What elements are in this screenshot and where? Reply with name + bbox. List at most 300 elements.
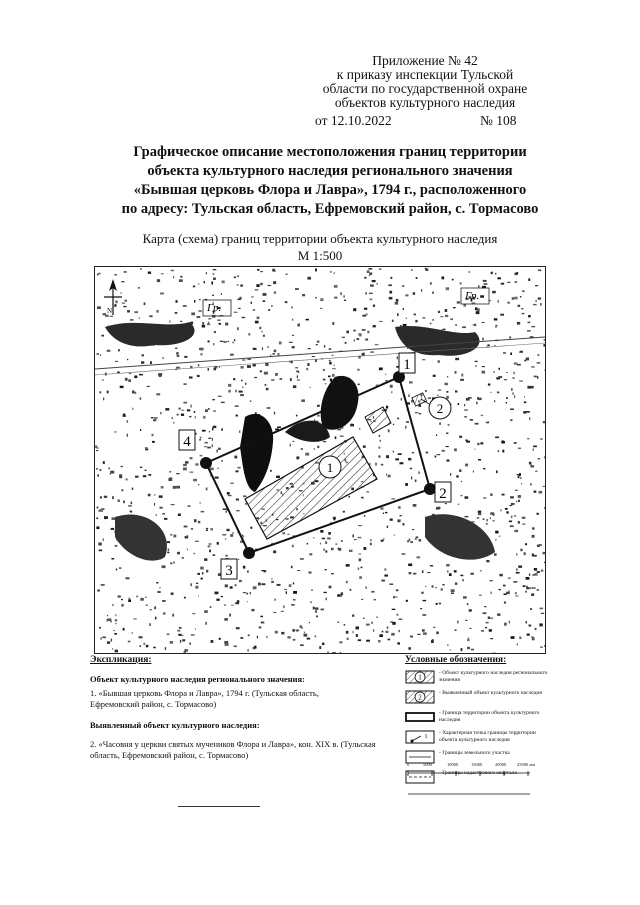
photo-speckle	[263, 335, 265, 337]
photo-speckle	[510, 496, 514, 498]
photo-speckle	[370, 285, 374, 287]
photo-speckle	[259, 626, 262, 628]
photo-speckle	[96, 526, 99, 529]
photo-speckle	[156, 310, 158, 313]
photo-speckle	[213, 411, 216, 412]
photo-speckle	[184, 597, 186, 599]
photo-speckle	[237, 327, 238, 330]
photo-speckle	[531, 636, 534, 637]
photo-speckle	[361, 567, 363, 569]
photo-speckle	[200, 353, 202, 355]
photo-speckle	[346, 564, 350, 567]
photo-speckle	[382, 631, 384, 633]
photo-speckle	[467, 603, 469, 605]
photo-speckle	[358, 568, 360, 570]
photo-speckle	[319, 646, 321, 649]
photo-speckle	[401, 398, 402, 401]
point-3-label: 3	[225, 563, 233, 579]
photo-speckle	[140, 645, 142, 647]
photo-speckle	[317, 446, 319, 448]
photo-speckle	[478, 398, 482, 401]
photo-speckle	[495, 325, 497, 327]
photo-speckle	[240, 394, 244, 396]
photo-speckle	[518, 500, 520, 502]
photo-speckle	[385, 374, 386, 375]
photo-speckle	[317, 341, 320, 343]
photo-speckle	[441, 588, 443, 591]
photo-speckle	[217, 542, 219, 545]
photo-speckle	[488, 617, 490, 619]
scale-tick-0: 0	[407, 762, 410, 767]
photo-speckle	[326, 550, 328, 552]
photo-speckle	[169, 471, 171, 472]
photo-speckle	[369, 273, 372, 275]
photo-speckle	[118, 595, 121, 597]
photo-speckle	[341, 540, 343, 542]
photo-speckle	[525, 543, 527, 545]
photo-speckle	[113, 630, 115, 631]
photo-speckle	[239, 580, 242, 582]
photo-speckle	[534, 376, 537, 378]
photo-speckle	[490, 512, 494, 515]
photo-speckle	[520, 296, 522, 297]
photo-speckle	[208, 341, 210, 343]
photo-speckle	[396, 589, 399, 591]
photo-speckle	[126, 577, 130, 579]
photo-speckle	[263, 300, 265, 302]
photo-speckle	[450, 318, 453, 320]
photo-speckle	[526, 577, 530, 580]
photo-speckle	[537, 589, 539, 591]
photo-speckle	[474, 324, 476, 327]
photo-speckle	[146, 605, 148, 607]
photo-speckle	[124, 271, 127, 272]
photo-speckle	[440, 316, 443, 317]
photo-speckle	[504, 602, 506, 604]
svg-text:1: 1	[418, 673, 422, 682]
photo-speckle	[235, 602, 239, 604]
photo-speckle	[132, 408, 133, 410]
photo-speckle	[494, 553, 497, 556]
photo-speckle	[235, 406, 239, 407]
photo-speckle	[334, 272, 335, 274]
photo-speckle	[524, 552, 526, 555]
photo-speckle	[154, 494, 156, 495]
photo-speckle	[391, 633, 395, 636]
photo-speckle	[205, 622, 207, 625]
photo-speckle	[487, 519, 488, 522]
photo-speckle	[169, 320, 170, 322]
photo-speckle	[459, 436, 462, 438]
photo-speckle	[184, 356, 187, 358]
photo-speckle	[239, 430, 240, 433]
photo-speckle	[446, 446, 449, 447]
photo-speckle	[390, 519, 393, 521]
photo-speckle	[535, 628, 537, 630]
photo-speckle	[393, 451, 394, 453]
photo-speckle	[335, 436, 337, 439]
explication-regional-heading: Объект культурного наследия регионального значения:	[90, 674, 305, 684]
photo-speckle	[213, 343, 214, 345]
photo-speckle	[132, 488, 133, 490]
photo-speckle	[529, 574, 530, 576]
photo-speckle	[332, 368, 335, 369]
photo-speckle	[172, 614, 174, 617]
photo-speckle	[493, 371, 494, 373]
photo-speckle	[311, 590, 313, 591]
object-1-number: 1	[326, 460, 334, 475]
photo-speckle	[406, 600, 408, 602]
photo-speckle	[508, 591, 510, 592]
photo-speckle	[531, 465, 534, 467]
photo-speckle	[180, 640, 181, 643]
photo-speckle	[497, 277, 501, 279]
photo-speckle	[121, 281, 124, 282]
photo-speckle	[522, 290, 525, 292]
photo-speckle	[162, 600, 166, 602]
photo-speckle	[103, 397, 104, 400]
photo-speckle	[130, 319, 133, 321]
photo-speckle	[539, 623, 542, 626]
photo-speckle	[97, 474, 99, 476]
photo-speckle	[191, 583, 192, 586]
photo-speckle	[257, 636, 258, 639]
photo-speckle	[305, 453, 309, 456]
photo-speckle	[200, 455, 203, 457]
photo-speckle	[204, 558, 207, 561]
photo-speckle	[544, 562, 545, 563]
photo-speckle	[295, 367, 298, 368]
photo-speckle	[313, 537, 314, 538]
photo-speckle	[321, 609, 325, 611]
photo-speckle	[527, 386, 531, 389]
photo-speckle	[533, 304, 537, 305]
photo-speckle	[275, 373, 278, 376]
photo-speckle	[528, 278, 530, 281]
photo-speckle	[514, 515, 516, 517]
photo-speckle	[302, 294, 305, 296]
photo-speckle	[376, 283, 378, 284]
photo-speckle	[170, 534, 172, 536]
title-line-3: «Бывшая церковь Флора и Лавра», 1794 г., расположенного	[133, 182, 527, 198]
photo-speckle	[370, 351, 374, 353]
photo-speckle	[132, 632, 133, 633]
photo-speckle	[350, 424, 354, 427]
photo-speckle	[154, 606, 156, 609]
photo-speckle	[287, 636, 290, 639]
photo-speckle	[389, 291, 392, 294]
photo-speckle	[422, 317, 425, 318]
photo-speckle	[248, 333, 250, 335]
photo-speckle	[208, 408, 210, 410]
photo-speckle	[503, 352, 506, 354]
photo-speckle	[515, 592, 517, 594]
document-title	[60, 143, 600, 219]
photo-speckle	[195, 629, 196, 630]
photo-speckle	[195, 541, 199, 542]
photo-speckle	[276, 476, 280, 478]
photo-speckle	[234, 456, 237, 459]
photo-speckle	[271, 579, 272, 580]
photo-speckle	[239, 391, 243, 393]
photo-speckle	[469, 609, 472, 612]
photo-speckle	[274, 350, 277, 353]
photo-speckle	[405, 294, 408, 296]
photo-speckle	[231, 354, 234, 356]
photo-speckle	[194, 553, 196, 554]
photo-speckle	[353, 330, 356, 332]
photo-speckle	[154, 503, 155, 506]
photo-speckle	[412, 452, 414, 453]
photo-speckle	[490, 493, 493, 496]
scale-tick-25000: 25000 мм	[517, 762, 536, 767]
photo-speckle	[163, 612, 166, 614]
photo-speckle	[179, 627, 182, 629]
photo-speckle	[253, 348, 257, 350]
photo-speckle	[111, 528, 114, 530]
photo-speckle	[102, 380, 104, 381]
photo-speckle	[400, 462, 404, 464]
photo-speckle	[266, 636, 267, 638]
photo-speckle	[362, 353, 365, 355]
photo-speckle	[159, 495, 163, 498]
photo-speckle	[177, 486, 180, 489]
photo-speckle	[208, 368, 210, 370]
photo-speckle	[509, 621, 510, 624]
photo-speckle	[238, 559, 239, 560]
photo-speckle	[375, 344, 379, 345]
photo-speckle	[143, 643, 145, 645]
photo-speckle	[222, 460, 223, 462]
photo-speckle	[213, 273, 215, 274]
photo-speckle	[115, 614, 116, 616]
photo-speckle	[118, 349, 120, 351]
photo-speckle	[245, 503, 247, 505]
legend-text-boundary: - Граница территории объекта культурного наследия	[439, 710, 540, 723]
photo-speckle	[381, 540, 383, 542]
photo-speckle	[194, 300, 195, 303]
photo-speckle	[127, 310, 130, 312]
photo-speckle	[534, 568, 537, 571]
photo-speckle	[191, 528, 193, 530]
photo-speckle	[123, 628, 125, 631]
photo-speckle	[255, 321, 259, 324]
photo-speckle	[388, 639, 391, 641]
photo-speckle	[266, 388, 269, 391]
photo-speckle	[304, 632, 305, 634]
photo-speckle	[438, 390, 441, 391]
photo-speckle	[515, 595, 518, 596]
photo-speckle	[225, 511, 227, 513]
photo-speckle	[150, 609, 152, 610]
photo-speckle	[242, 359, 246, 360]
photo-speckle	[194, 519, 197, 522]
photo-speckle	[388, 284, 392, 286]
photo-speckle	[487, 344, 489, 346]
photo-speckle	[235, 584, 237, 586]
photo-speckle	[142, 354, 145, 356]
photo-speckle	[101, 584, 105, 586]
photo-speckle	[290, 378, 292, 381]
photo-speckle	[200, 437, 202, 439]
photo-speckle	[480, 295, 484, 297]
photo-speckle	[454, 570, 457, 572]
photo-speckle	[543, 344, 545, 347]
photo-speckle	[476, 402, 478, 405]
photo-speckle	[209, 431, 210, 432]
photo-speckle	[332, 322, 334, 325]
photo-speckle	[227, 492, 230, 494]
photo-speckle	[393, 424, 394, 425]
photo-speckle	[514, 530, 518, 532]
photo-speckle	[115, 619, 118, 621]
photo-speckle	[259, 327, 261, 330]
scale-tick-15000: 15000	[471, 762, 483, 767]
photo-speckle	[437, 454, 441, 455]
photo-speckle	[419, 539, 422, 541]
photo-speckle	[301, 399, 305, 402]
photo-speckle	[349, 496, 351, 498]
photo-speckle	[136, 596, 138, 598]
photo-speckle	[118, 499, 120, 502]
photo-speckle	[96, 447, 98, 448]
photo-speckle	[192, 613, 195, 614]
photo-speckle	[437, 395, 438, 396]
photo-speckle	[208, 322, 209, 324]
photo-speckle	[316, 616, 318, 618]
photo-speckle	[495, 273, 496, 275]
photo-speckle	[510, 409, 514, 410]
photo-speckle	[544, 339, 545, 341]
photo-speckle	[489, 629, 492, 632]
photo-speckle	[179, 279, 183, 282]
legend-item	[405, 730, 555, 748]
photo-speckle	[509, 521, 512, 523]
photo-speckle	[516, 568, 517, 570]
photo-speckle	[528, 322, 531, 323]
photo-speckle	[323, 379, 326, 381]
photo-speckle	[212, 399, 215, 400]
photo-speckle	[458, 504, 460, 505]
order-date: 12.10.2022	[330, 113, 392, 128]
photo-speckle	[468, 397, 472, 398]
photo-speckle	[370, 543, 372, 546]
title-line-4: по адресу: Тульская область, Ефремовский район, с. Тормасово	[121, 201, 539, 217]
photo-speckle	[114, 304, 116, 307]
photo-speckle	[461, 374, 463, 377]
photo-speckle	[171, 270, 175, 271]
photo-speckle	[218, 448, 221, 450]
photo-speckle	[122, 303, 125, 304]
photo-speckle	[201, 578, 203, 580]
photo-speckle	[298, 371, 299, 373]
photo-speckle	[383, 538, 385, 539]
photo-speckle	[478, 513, 481, 515]
photo-speckle	[363, 445, 366, 448]
photo-speckle	[415, 320, 417, 323]
photo-speckle	[156, 393, 160, 395]
photo-speckle	[388, 429, 390, 432]
photo-speckle	[230, 534, 233, 537]
photo-speckle	[474, 449, 475, 450]
photo-speckle	[280, 378, 283, 379]
photo-speckle	[331, 548, 334, 550]
photo-speckle	[397, 519, 400, 522]
photo-speckle	[236, 510, 239, 511]
photo-speckle	[484, 606, 486, 607]
photo-speckle	[167, 541, 170, 543]
photo-speckle	[103, 538, 104, 541]
photo-speckle	[148, 272, 151, 274]
photo-speckle	[458, 403, 460, 405]
photo-speckle	[254, 377, 257, 378]
photo-speckle	[300, 625, 302, 628]
legend-text-point: - Характерная точка границы территории объекта культурного наследия	[439, 730, 536, 743]
photo-speckle	[291, 566, 293, 568]
photo-speckle	[314, 419, 315, 421]
photo-speckle	[482, 371, 486, 374]
photo-speckle	[426, 452, 429, 454]
photo-speckle	[391, 391, 392, 393]
photo-speckle	[267, 407, 271, 409]
photo-speckle	[164, 518, 167, 520]
photo-speckle	[482, 322, 485, 323]
photo-speckle	[171, 504, 175, 505]
photo-speckle	[515, 490, 518, 491]
photo-speckle	[291, 604, 295, 606]
photo-speckle	[532, 574, 535, 575]
photo-speckle	[427, 572, 431, 573]
photo-speckle	[241, 366, 244, 369]
photo-speckle	[110, 471, 114, 474]
photo-speckle	[207, 447, 211, 449]
photo-speckle	[199, 439, 201, 441]
photo-speckle	[218, 573, 221, 576]
photo-speckle	[199, 299, 200, 300]
photo-speckle	[301, 448, 303, 449]
photo-speckle	[329, 586, 332, 589]
photo-speckle	[293, 441, 295, 442]
photo-speckle	[447, 571, 448, 573]
photo-speckle	[378, 447, 380, 449]
photo-speckle	[295, 288, 299, 290]
photo-speckle	[189, 376, 193, 378]
photo-speckle	[199, 502, 201, 503]
photo-speckle	[193, 286, 195, 288]
photo-speckle	[155, 617, 157, 620]
photo-speckle	[332, 374, 335, 377]
photo-speckle	[248, 634, 250, 636]
photo-speckle	[339, 641, 342, 643]
photo-speckle	[173, 535, 176, 538]
photo-speckle	[361, 497, 364, 499]
photo-speckle	[212, 438, 213, 441]
photo-speckle	[540, 303, 541, 306]
annex-line-3: области по государственной охране	[322, 81, 528, 96]
photo-speckle	[340, 436, 344, 437]
photo-speckle	[342, 337, 345, 338]
photo-speckle	[99, 509, 103, 512]
photo-speckle	[215, 477, 219, 479]
photo-speckle	[432, 292, 434, 294]
photo-speckle	[422, 614, 426, 616]
photo-speckle	[380, 440, 381, 442]
photo-speckle	[364, 547, 367, 550]
photo-speckle	[215, 592, 219, 595]
photo-speckle	[433, 319, 434, 321]
photo-speckle	[283, 606, 284, 609]
photo-speckle	[141, 361, 144, 364]
